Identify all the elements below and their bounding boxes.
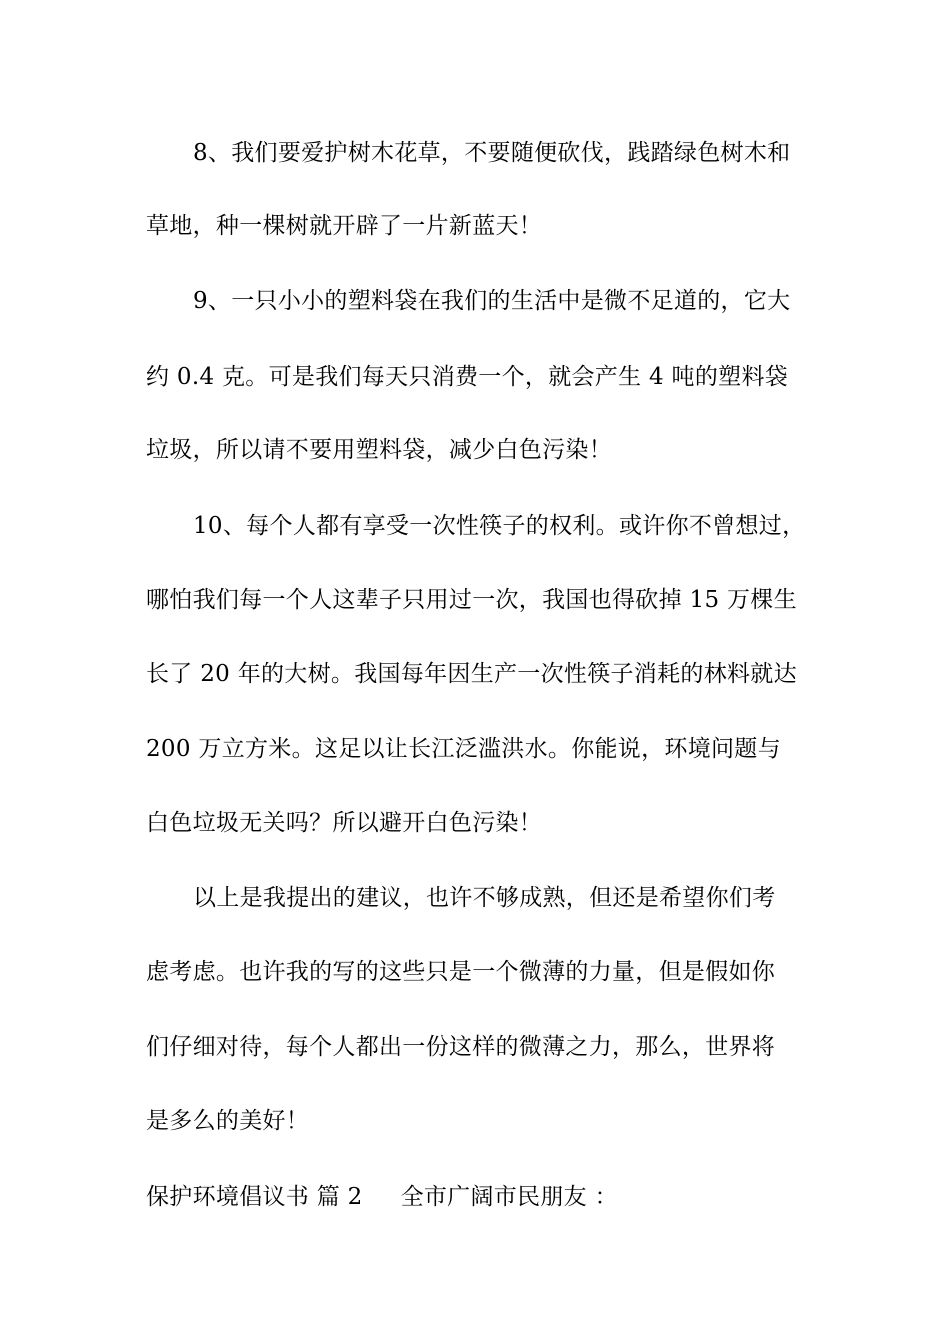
closing-paragraph-line-3: 们仔细对待，每个人都出一份这样的微薄之力，那么，世界将	[146, 1034, 776, 1060]
paragraph-10-line-1: 10、每个人都有享受一次性筷子的权利。或许你不曾想过，	[193, 513, 806, 539]
paragraph-9-line-2: 约 0.4 克。可是我们每天只消费一个，就会产生 4 吨的塑料袋	[146, 364, 789, 390]
paragraph-8-line-1: 8、我们要爱护树木花草，不要随便砍伐，践踏绿色树木和	[193, 140, 791, 166]
closing-paragraph-line-4: 是多么的美好！	[146, 1108, 310, 1134]
paragraph-10-line-2: 哪怕我们每一个人这辈子只用过一次，我国也得砍掉 15 万棵生	[146, 587, 797, 613]
paragraph-9-line-1: 9、一只小小的塑料袋在我们的生活中是微不足道的，它大	[193, 288, 791, 314]
greeting: 全市广阔市民朋友 ：	[400, 1184, 618, 1210]
paragraph-9-line-3: 垃圾，所以请不要用塑料袋，减少白色污染！	[146, 437, 612, 463]
paragraph-10-line-3: 长了 20 年的大树。我国每年因生产一次性筷子消耗的林料就达	[146, 661, 797, 687]
section-title: 保护环境倡议书 篇 2	[146, 1184, 363, 1210]
paragraph-10-line-5: 白色垃圾无关吗？所以避开白色污染！	[146, 810, 543, 836]
paragraph-10-line-4: 200 万立方米。这足以让长江泛滥洪水。你能说，环境问题与	[146, 736, 781, 762]
closing-paragraph-line-2: 虑考虑。也许我的写的这些只是一个微薄的力量，但是假如你	[146, 959, 776, 985]
closing-paragraph-line-1: 以上是我提出的建议，也许不够成熟，但还是希望你们考	[193, 885, 776, 911]
paragraph-8-line-2: 草地，种一棵树就开辟了一片新蓝天！	[146, 213, 543, 239]
section-heading	[0, 1182, 950, 1212]
